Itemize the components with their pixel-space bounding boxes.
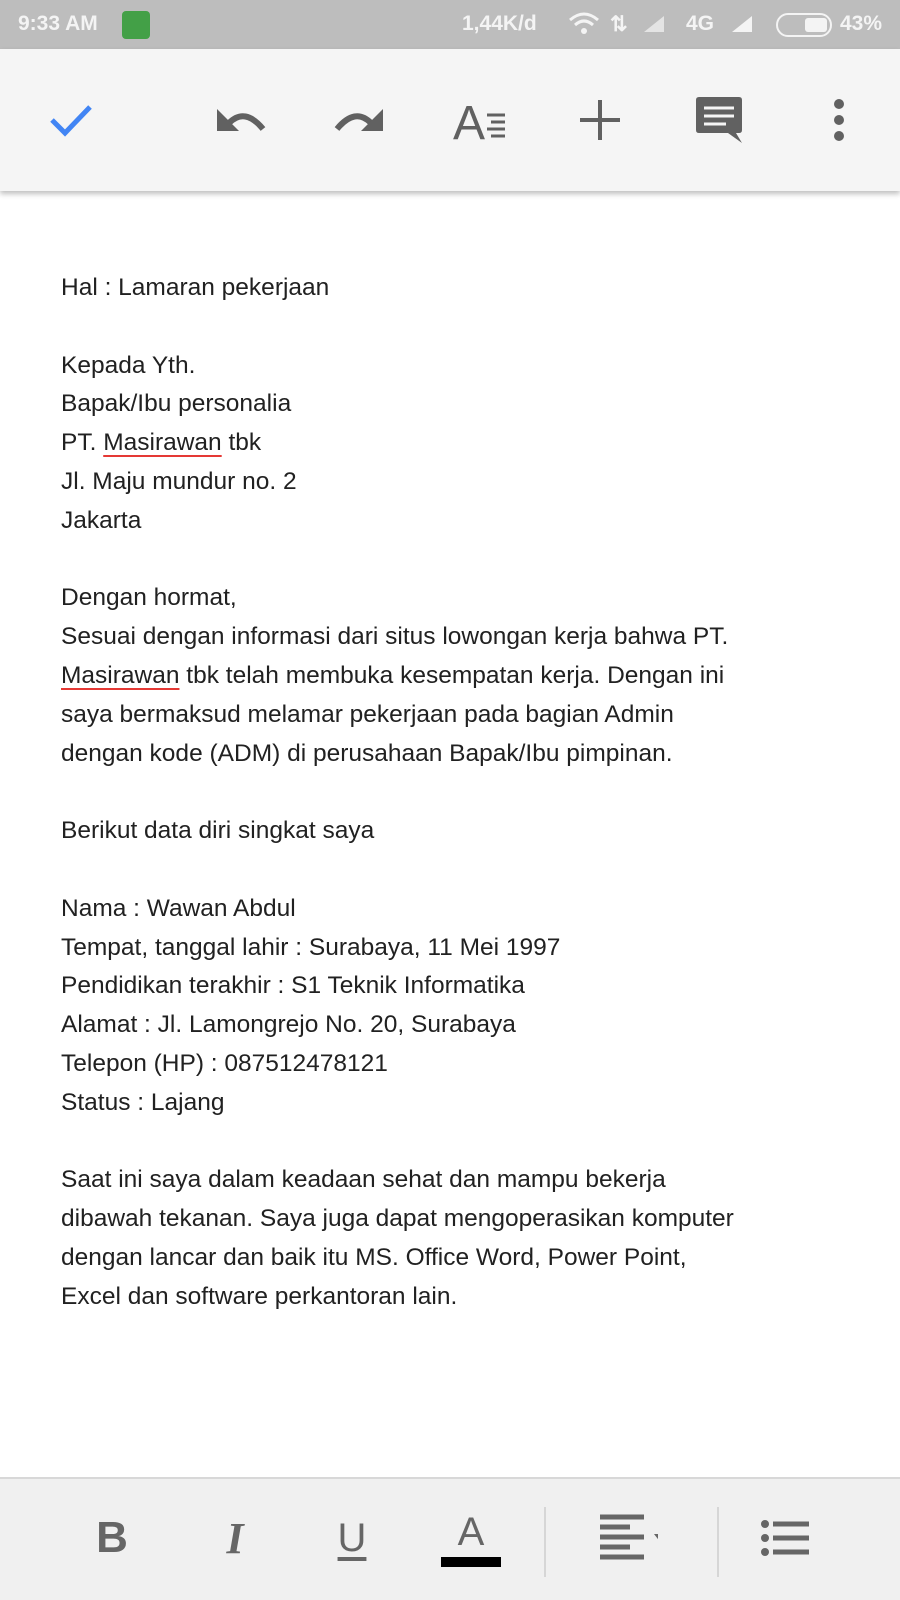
document-line	[61, 1045, 861, 1084]
text-span: tbk telah membuka kesempatan kerja. Dengan ini	[179, 661, 725, 689]
document-line	[61, 890, 861, 929]
text-format-icon[interactable]	[450, 90, 510, 150]
data-transfer-icon: ⇅	[610, 13, 628, 36]
text-span: Dengan hormat,	[61, 584, 237, 612]
wifi-icon	[568, 12, 600, 42]
bold-button[interactable]: B	[96, 1513, 128, 1562]
text-span: Nama : Wawan Abdul	[61, 894, 296, 922]
check-icon[interactable]	[41, 90, 101, 150]
text-span: Kepada Yth.	[61, 351, 196, 379]
document-line	[61, 967, 861, 1006]
misspelled-word: Masirawan	[61, 661, 180, 689]
battery-percent: 43%	[840, 12, 883, 35]
document-line	[61, 1200, 861, 1239]
document-line	[61, 929, 861, 968]
italic-button[interactable]: I	[226, 1513, 244, 1563]
text-color-label: A	[457, 1509, 485, 1554]
text-span: Telepon (HP) : 087512478121	[61, 1049, 388, 1077]
status-bar	[0, 0, 900, 49]
signal-icon	[730, 14, 754, 40]
more-icon[interactable]	[809, 90, 869, 150]
divider	[544, 1507, 546, 1577]
document-line	[61, 269, 861, 308]
text-span: Excel dan software perkantoran lain.	[61, 1282, 458, 1310]
divider	[717, 1507, 719, 1577]
document-line	[61, 812, 861, 851]
text-span: Hal : Lamaran pekerjaan	[61, 274, 330, 301]
text-span: Status : Lajang	[61, 1088, 225, 1116]
text-span: dengan lancar dan baik itu MS. Office Word, Power Point,	[61, 1243, 687, 1271]
blank-line	[61, 308, 861, 347]
comment-icon[interactable]	[689, 90, 749, 150]
text-span: Bapak/Ibu personalia	[61, 390, 292, 418]
document-body[interactable]	[61, 269, 861, 1317]
blank-line	[61, 1123, 861, 1162]
text-span: Saat ini saya dalam keadaan sehat dan mampu bekerja	[61, 1166, 666, 1194]
document-line	[61, 735, 861, 774]
document-line	[61, 463, 861, 502]
text-span: dibawah tekanan. Saya juga dapat mengoperasikan komputer	[61, 1205, 734, 1233]
svg-text:A: A	[453, 97, 486, 143]
document-line	[61, 385, 861, 424]
text-span: dengan kode (ADM) di perusahaan Bapak/Ibu pimpinan.	[61, 739, 673, 767]
document-line	[61, 1006, 861, 1045]
android-notification-icon	[122, 11, 150, 39]
text-span: Alamat : Jl. Lamongrejo No. 20, Surabaya	[61, 1011, 516, 1039]
text-span: Jl. Maju mundur no. 2	[61, 467, 297, 495]
text-color-button[interactable]	[441, 1508, 501, 1568]
text-span: Sesuai dengan informasi dari situs lowongan kerja bahwa PT.	[61, 623, 729, 651]
blank-line	[61, 541, 861, 580]
text-color-swatch	[441, 1557, 501, 1567]
document-line	[61, 1278, 861, 1317]
text-span: PT.	[61, 429, 104, 457]
signal-icon	[642, 14, 666, 40]
text-span: saya bermaksud melamar pekerjaan pada bagian Admin	[61, 700, 674, 728]
bulleted-list-button[interactable]	[756, 1508, 816, 1568]
blank-line	[61, 851, 861, 890]
text-span: Pendidikan terakhir : S1 Teknik Informatika	[61, 972, 525, 1000]
document-line	[61, 502, 861, 541]
document-line	[61, 657, 861, 696]
text-span: Berikut data diri singkat saya	[61, 817, 375, 845]
align-dropdown[interactable]	[598, 1508, 658, 1568]
document-line	[61, 1084, 861, 1123]
undo-icon[interactable]	[211, 90, 271, 150]
document-line	[61, 618, 861, 657]
underline-button[interactable]: U	[337, 1515, 367, 1560]
battery-icon	[776, 13, 832, 37]
top-toolbar	[0, 49, 900, 191]
document-line	[61, 347, 861, 386]
blank-line	[61, 773, 861, 812]
network-speed: 1,44K/d	[462, 12, 537, 35]
status-time: 9:33 AM	[18, 12, 98, 35]
document-line	[61, 1239, 861, 1278]
document-line	[61, 1161, 861, 1200]
text-span: Jakarta	[61, 506, 142, 534]
text-span: tbk	[221, 429, 262, 457]
document-line	[61, 424, 861, 463]
document-line	[61, 579, 861, 618]
redo-icon[interactable]	[329, 90, 389, 150]
format-toolbar	[0, 1477, 900, 1600]
document-line	[61, 696, 861, 735]
misspelled-word: Masirawan	[103, 429, 222, 457]
network-type: 4G	[686, 12, 715, 35]
text-span: Tempat, tanggal lahir : Surabaya, 11 Mei 1997	[61, 933, 561, 961]
plus-icon[interactable]	[570, 90, 630, 150]
